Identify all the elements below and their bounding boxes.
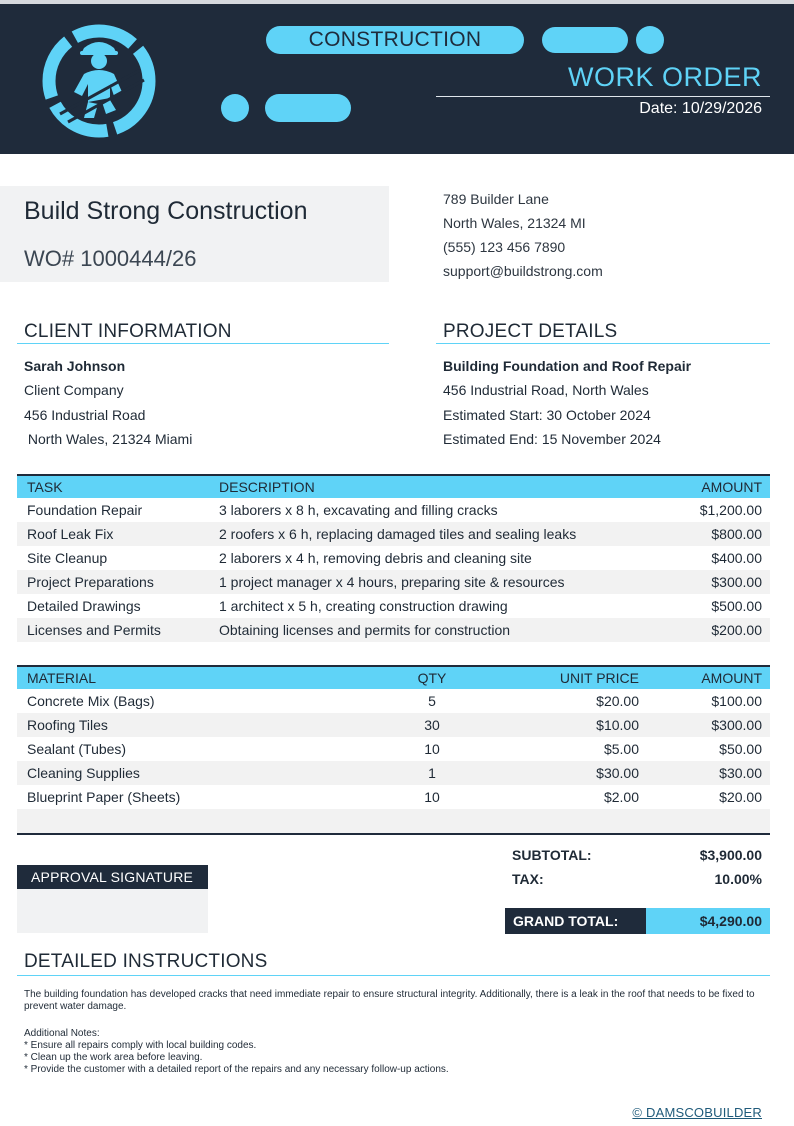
grand-total-value: $4,290.00 bbox=[646, 908, 770, 934]
material-amount: $50.00 bbox=[719, 741, 762, 757]
task-description: 1 architect x 5 h, creating construction drawing bbox=[219, 598, 508, 614]
work-order-number: WO# 1000444/26 bbox=[24, 246, 197, 271]
approval-signature-field[interactable] bbox=[17, 889, 208, 933]
project-end: Estimated End: 15 November 2024 bbox=[443, 431, 661, 447]
task-name: Foundation Repair bbox=[27, 502, 143, 518]
column-header-material: MATERIAL bbox=[27, 670, 96, 686]
table-row bbox=[17, 737, 770, 761]
client-company: Client Company bbox=[24, 382, 124, 398]
material-name: Roofing Tiles bbox=[27, 717, 108, 733]
table-row bbox=[17, 522, 770, 546]
material-amount: $30.00 bbox=[719, 765, 762, 781]
instructions-heading-rule bbox=[17, 975, 770, 976]
title-divider bbox=[436, 96, 770, 97]
task-amount: $500.00 bbox=[711, 598, 762, 614]
materials-table-header bbox=[17, 665, 770, 689]
tax-value: 10.00% bbox=[714, 871, 762, 887]
material-unit-price: $10.00 bbox=[596, 717, 639, 733]
task-name: Licenses and Permits bbox=[27, 622, 161, 638]
material-name: Concrete Mix (Bags) bbox=[27, 693, 155, 709]
instructions-paragraph: The building foundation has developed cracks that need immediate repair to ensure structural integrity. Additionally, there is a leak in the roof that needs to be fixed to prevent water damage. bbox=[24, 989, 755, 1012]
task-amount: $300.00 bbox=[711, 574, 762, 590]
task-description: Obtaining licenses and permits for construction bbox=[219, 622, 511, 638]
material-amount: $100.00 bbox=[711, 693, 762, 709]
column-header-amount: AMOUNT bbox=[701, 670, 762, 686]
task-name: Roof Leak Fix bbox=[27, 526, 114, 542]
column-header-task: TASK bbox=[27, 479, 63, 495]
table-row bbox=[17, 546, 770, 570]
company-email[interactable]: support@buildstrong.com bbox=[443, 263, 603, 279]
material-amount: $300.00 bbox=[711, 717, 762, 733]
task-name: Detailed Drawings bbox=[27, 598, 141, 614]
task-description: 2 laborers x 4 h, removing debris and cleaning site bbox=[219, 550, 532, 566]
column-header-unit-price: UNIT PRICE bbox=[559, 670, 639, 686]
task-description: 3 laborers x 8 h, excavating and filling cracks bbox=[219, 502, 498, 518]
client-street: 456 Industrial Road bbox=[24, 407, 146, 423]
material-unit-price: $5.00 bbox=[603, 741, 639, 757]
task-table-header bbox=[17, 474, 770, 498]
grand-total-label: GRAND TOTAL: bbox=[505, 908, 646, 934]
materials-table bbox=[17, 665, 770, 835]
decorative-dot bbox=[221, 94, 249, 122]
footer-copyright-link[interactable]: © DAMSCOBUILDER bbox=[632, 1105, 762, 1120]
material-qty: 1 bbox=[428, 765, 436, 781]
client-city: North Wales, 21324 Miami bbox=[24, 431, 193, 447]
table-row bbox=[17, 498, 770, 522]
decorative-dot bbox=[636, 26, 664, 54]
construction-worker-icon bbox=[40, 22, 158, 140]
table-row bbox=[17, 594, 770, 618]
task-name: Site Cleanup bbox=[27, 550, 108, 566]
project-name: Building Foundation and Roof Repair bbox=[443, 358, 692, 374]
project-address: 456 Industrial Road, North Wales bbox=[443, 382, 649, 398]
approval-signature-label: APPROVAL SIGNATURE bbox=[17, 865, 208, 889]
decorative-pill bbox=[542, 27, 628, 53]
material-name: Blueprint Paper (Sheets) bbox=[27, 789, 181, 805]
company-address-street: 789 Builder Lane bbox=[443, 191, 549, 207]
note-item: * Ensure all repairs comply with local building codes. bbox=[24, 1040, 257, 1051]
work-order-date: Date: 10/29/2026 bbox=[639, 100, 762, 117]
task-amount: $800.00 bbox=[711, 526, 762, 542]
decorative-pill bbox=[265, 94, 351, 122]
company-phone: (555) 123 456 7890 bbox=[443, 239, 566, 255]
table-row-empty bbox=[17, 809, 770, 833]
note-item: * Clean up the work area before leaving. bbox=[24, 1052, 203, 1063]
material-unit-price: $20.00 bbox=[596, 693, 639, 709]
task-description: 1 project manager x 4 hours, preparing site & resources bbox=[219, 574, 565, 590]
material-name: Sealant (Tubes) bbox=[27, 741, 127, 757]
client-heading-rule bbox=[17, 343, 389, 344]
instructions-heading: DETAILED INSTRUCTIONS bbox=[24, 951, 268, 972]
task-description: 2 roofers x 6 h, replacing damaged tiles and sealing leaks bbox=[219, 526, 577, 542]
project-start: Estimated Start: 30 October 2024 bbox=[443, 407, 651, 423]
material-unit-price: $2.00 bbox=[603, 789, 639, 805]
column-header-qty: QTY bbox=[417, 670, 447, 686]
table-row bbox=[17, 570, 770, 594]
project-heading: PROJECT DETAILS bbox=[443, 321, 618, 342]
company-name: Build Strong Construction bbox=[24, 197, 308, 225]
task-amount: $1,200.00 bbox=[699, 502, 762, 518]
task-amount: $400.00 bbox=[711, 550, 762, 566]
note-item: * Provide the customer with a detailed report of the repairs and any necessary follow-up actions. bbox=[24, 1064, 449, 1075]
material-qty: 10 bbox=[424, 789, 440, 805]
task-name: Project Preparations bbox=[27, 574, 154, 590]
column-header-amount: AMOUNT bbox=[701, 479, 762, 495]
task-amount: $200.00 bbox=[711, 622, 762, 638]
material-qty: 30 bbox=[424, 717, 440, 733]
table-row bbox=[17, 785, 770, 809]
notes-title: Additional Notes: bbox=[24, 1028, 100, 1039]
material-amount: $20.00 bbox=[719, 789, 762, 805]
task-table bbox=[17, 474, 770, 642]
material-qty: 5 bbox=[428, 693, 436, 709]
client-name: Sarah Johnson bbox=[24, 358, 126, 374]
materials-table-bottom-rule bbox=[17, 833, 770, 835]
subtotal-value: $3,900.00 bbox=[699, 847, 762, 863]
table-row bbox=[17, 689, 770, 713]
material-name: Cleaning Supplies bbox=[27, 765, 140, 781]
banner-label: CONSTRUCTION bbox=[266, 26, 524, 54]
column-header-description: DESCRIPTION bbox=[219, 479, 315, 495]
client-heading: CLIENT INFORMATION bbox=[24, 321, 232, 342]
material-unit-price: $30.00 bbox=[596, 765, 639, 781]
subtotal-label: SUBTOTAL: bbox=[512, 847, 592, 863]
table-row bbox=[17, 761, 770, 785]
project-heading-rule bbox=[436, 343, 770, 344]
table-row bbox=[17, 713, 770, 737]
document-title: WORK ORDER bbox=[568, 62, 762, 92]
company-address-city: North Wales, 21324 MI bbox=[443, 215, 586, 231]
table-row bbox=[17, 618, 770, 642]
tax-label: TAX: bbox=[512, 871, 544, 887]
material-qty: 10 bbox=[424, 741, 440, 757]
